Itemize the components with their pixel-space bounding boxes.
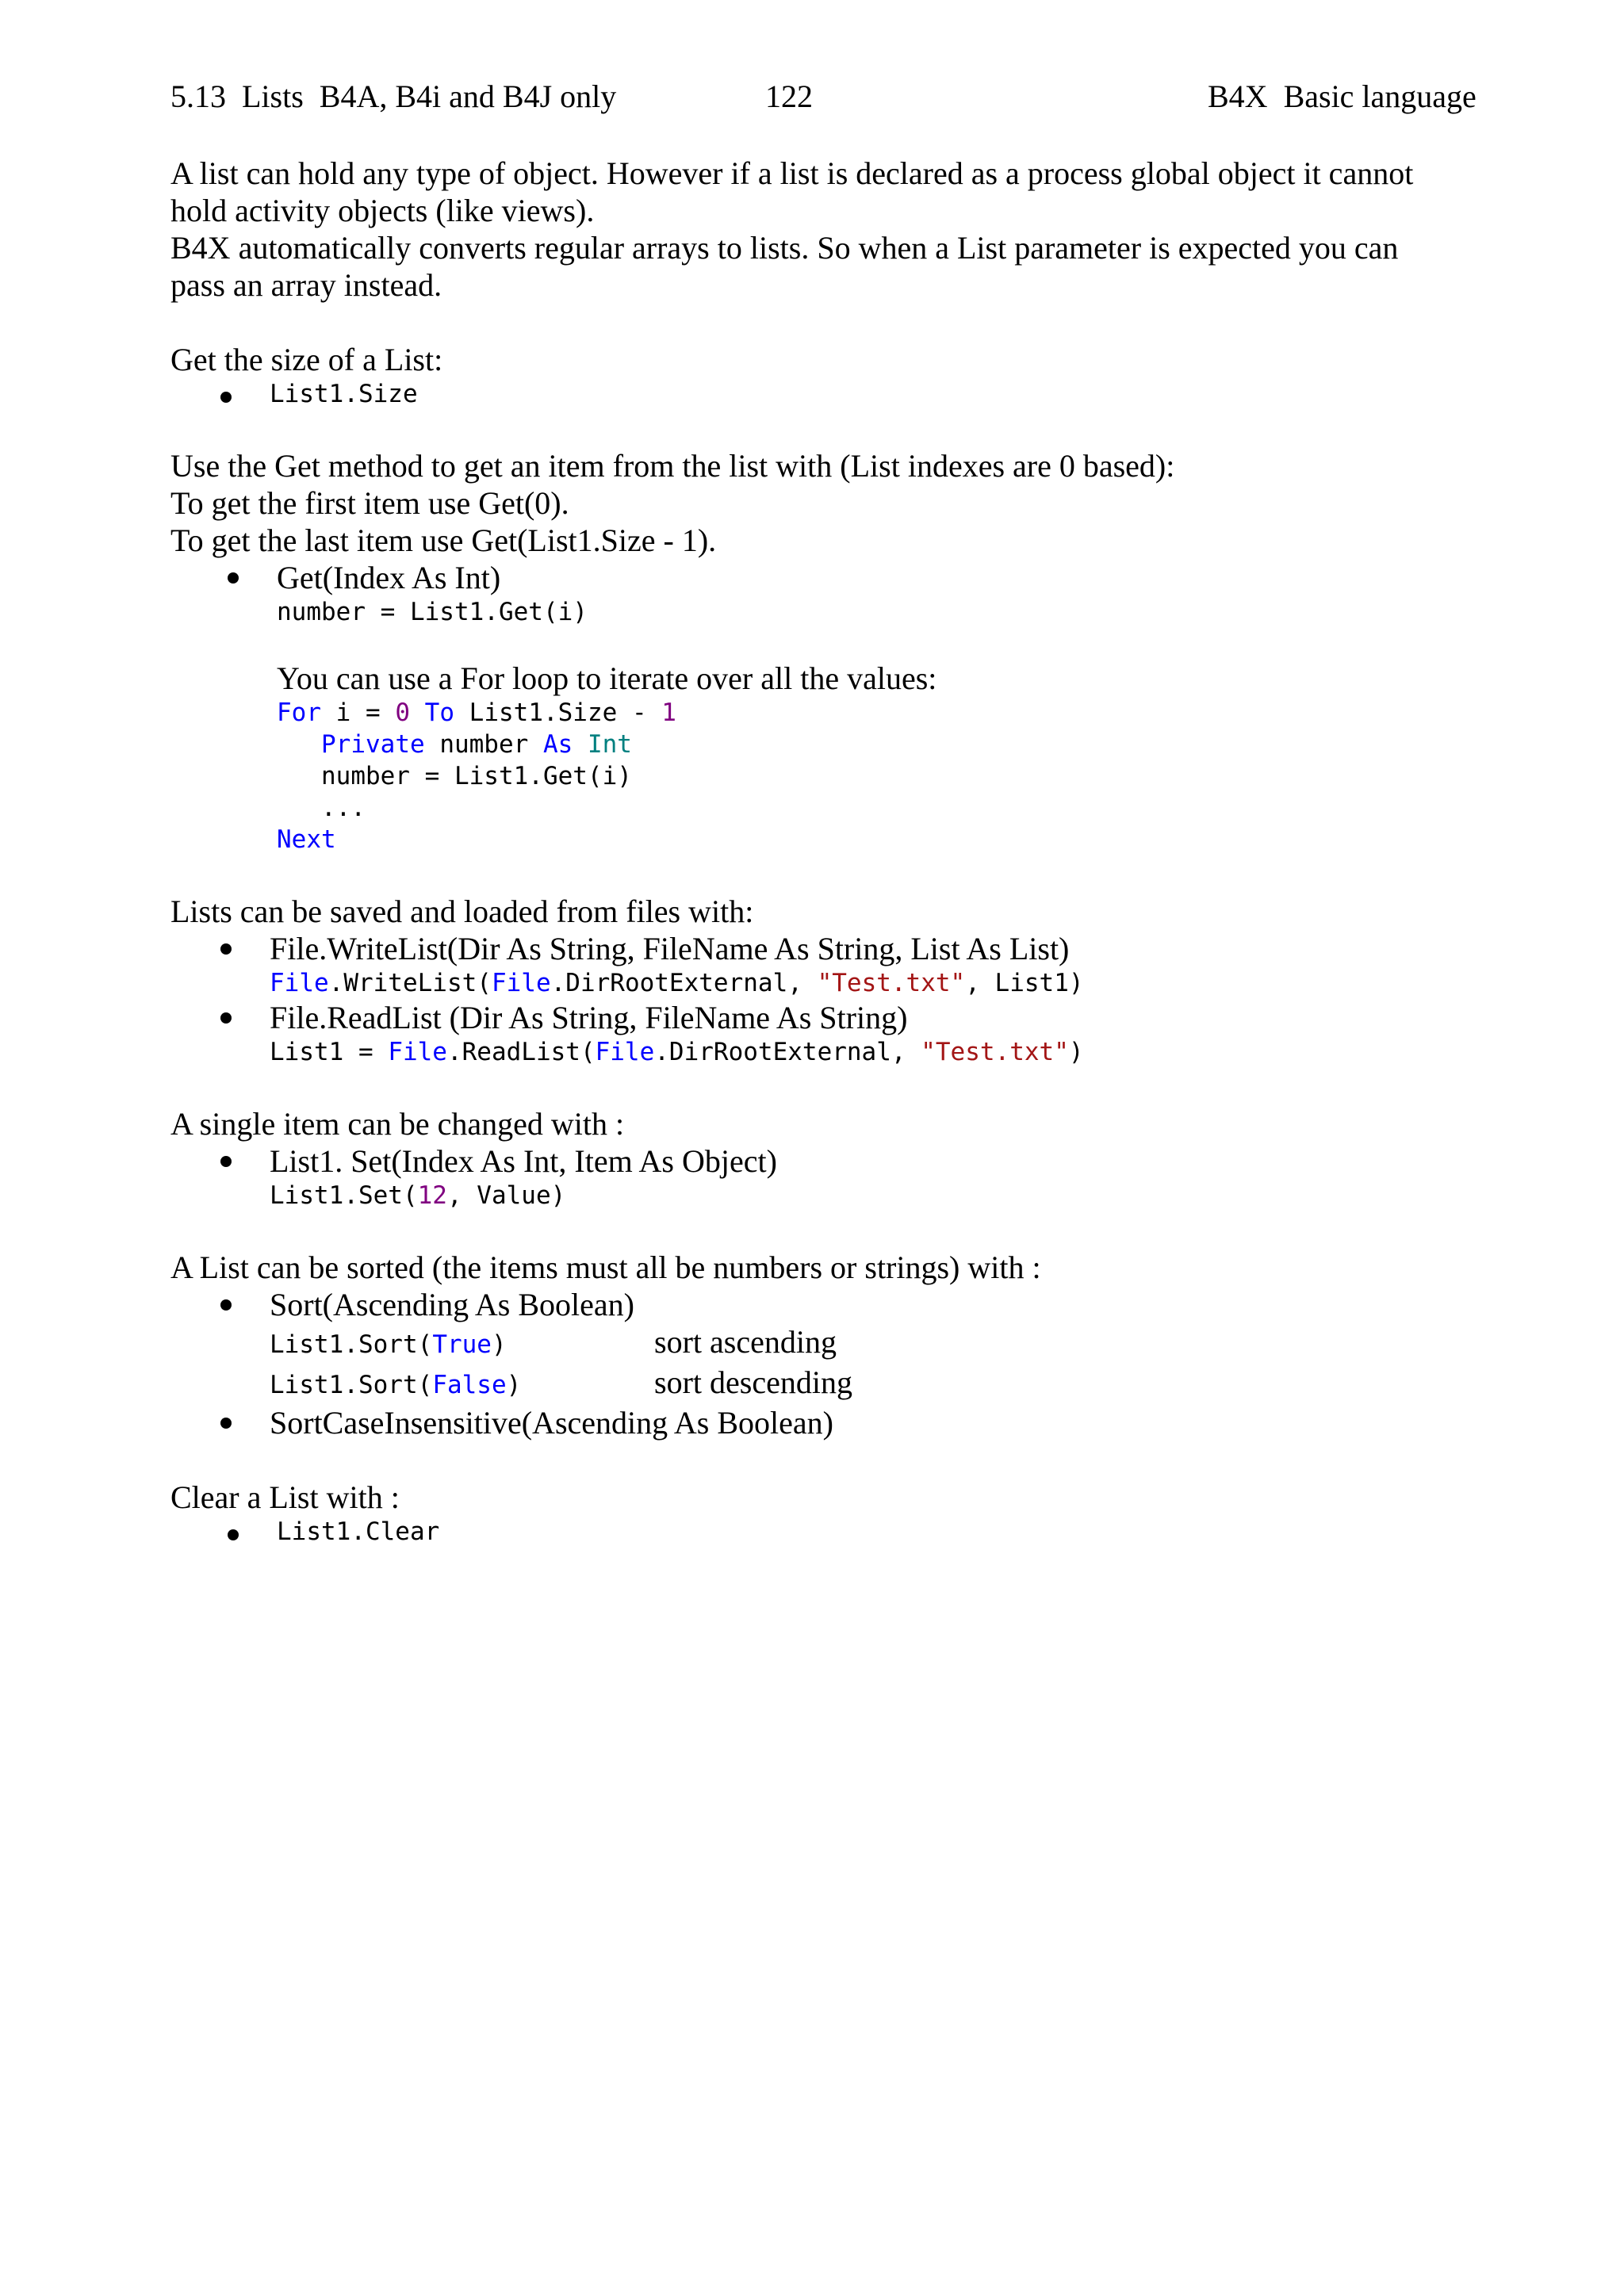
get-line-3: To get the last item use Get(List1.Size - 1). <box>170 522 717 558</box>
header-section-title: 5.13 Lists B4A, B4i and B4J only <box>170 78 617 114</box>
list-item <box>170 378 1487 410</box>
list-item <box>170 1516 1487 1548</box>
sort-descending-row <box>270 1364 1487 1404</box>
code-keyword: False <box>432 1371 507 1399</box>
writelist-signature: File.WriteList(Dir As String, FileName As String, List As List) <box>270 931 1070 966</box>
writelist-code <box>270 967 1487 999</box>
loop-intro: You can use a For loop to iterate over all the values: <box>277 660 937 696</box>
page-body <box>170 155 1487 1548</box>
code-keyword: Private <box>321 730 425 759</box>
code-text: .WriteList( <box>328 969 492 997</box>
size-code: List1.Size <box>270 380 418 408</box>
bullet-icon <box>228 572 239 584</box>
code-keyword: File <box>595 1038 655 1066</box>
code-text: List1.Sort( <box>270 1330 433 1359</box>
sort-case-insensitive-signature: SortCaseInsensitive(Ascending As Boolean) <box>270 1405 833 1441</box>
bullet-icon <box>220 943 232 955</box>
code-keyword: File <box>388 1038 447 1066</box>
get-list <box>170 559 1487 855</box>
clear-code: List1.Clear <box>277 1517 440 1546</box>
set-heading: A single item can be changed with : <box>170 1106 625 1142</box>
sort-list <box>170 1286 1487 1441</box>
list-item <box>170 999 1487 1068</box>
size-list <box>170 378 1487 410</box>
for-loop-code <box>277 697 1487 855</box>
set-code <box>270 1180 1487 1211</box>
list-item <box>170 1286 1487 1404</box>
clear-heading: Clear a List with : <box>170 1479 400 1515</box>
code-keyword: For <box>277 698 321 727</box>
sort-heading: A List can be sorted (the items must all be numbers or strings) with : <box>170 1249 1041 1285</box>
get-example-code: number = List1.Get(i) <box>277 598 588 626</box>
bullet-icon <box>220 392 232 403</box>
intro-line-4: pass an array instead. <box>170 267 442 303</box>
bullet-icon <box>220 1012 232 1024</box>
readlist-signature: File.ReadList (Dir As String, FileName As String) <box>270 1000 908 1035</box>
code-text: , List1) <box>965 969 1084 997</box>
code-text: number <box>424 730 543 759</box>
code-keyword: True <box>432 1330 492 1359</box>
code-text: .DirRootExternal, <box>654 1038 921 1066</box>
sort-ascending-row <box>270 1323 1487 1364</box>
header-book-title: B4X Basic language <box>1208 78 1477 114</box>
get-signature: Get(Index As Int) <box>277 560 501 595</box>
code-text: i = <box>321 698 396 727</box>
code-text: ) <box>506 1371 522 1399</box>
code-text: number = List1.Get(i) <box>277 762 632 790</box>
code-string: "Test.txt" <box>921 1038 1069 1066</box>
sort-signature: Sort(Ascending As Boolean) <box>270 1287 634 1322</box>
code-text: List1.Size - <box>454 698 662 727</box>
size-heading: Get the size of a List: <box>170 342 443 377</box>
list-item <box>170 1404 1487 1441</box>
code-text: ) <box>1068 1038 1084 1066</box>
code-text: List1.Sort( <box>270 1371 433 1399</box>
code-number: 12 <box>417 1181 447 1210</box>
files-heading: Lists can be saved and loaded from files with: <box>170 894 754 929</box>
code-keyword: Next <box>277 825 336 854</box>
get-line-2: To get the first item use Get(0). <box>170 485 569 521</box>
intro-line-1: A list can hold any type of object. However if a list is declared as a process global object it cannot <box>170 155 1414 191</box>
code-text: , Value) <box>446 1181 566 1210</box>
code-number: 1 <box>661 698 676 727</box>
code-keyword: File <box>270 969 329 997</box>
bullet-icon <box>220 1418 232 1429</box>
code-text: List1 = <box>270 1038 389 1066</box>
code-keyword: File <box>491 969 551 997</box>
intro-line-2: hold activity objects (like views). <box>170 193 595 228</box>
readlist-code <box>270 1036 1487 1068</box>
code-keyword: To <box>424 698 454 727</box>
code-type: Int <box>587 730 632 759</box>
sort-descending-code <box>270 1367 654 1404</box>
set-signature: List1. Set(Index As Int, Item As Object) <box>270 1143 777 1179</box>
code-number: 0 <box>395 698 410 727</box>
bullet-icon <box>220 1299 232 1311</box>
intro-line-3: B4X automatically converts regular arrays to lists. So when a List parameter is expected you can <box>170 230 1399 266</box>
header-page-number: 122 <box>765 78 813 114</box>
list-item <box>170 930 1487 999</box>
sort-descending-desc: sort descending <box>654 1364 852 1400</box>
sort-ascending-desc: sort ascending <box>654 1324 837 1360</box>
code-text: List1.Set( <box>270 1181 418 1210</box>
get-line-1: Use the Get method to get an item from the list with (List indexes are 0 based): <box>170 448 1175 484</box>
code-string: "Test.txt" <box>817 969 966 997</box>
list-item <box>170 1142 1487 1211</box>
sort-ascending-code <box>270 1326 654 1364</box>
code-text: ... <box>277 794 366 822</box>
bullet-icon <box>228 1529 239 1540</box>
code-text: .ReadList( <box>446 1038 596 1066</box>
bullet-icon <box>220 1156 232 1167</box>
code-text: ) <box>491 1330 507 1359</box>
code-text: .DirRootExternal, <box>550 969 818 997</box>
list-item <box>170 559 1487 855</box>
clear-list <box>170 1516 1487 1548</box>
files-list <box>170 930 1487 1068</box>
set-list <box>170 1142 1487 1211</box>
code-keyword: As <box>542 730 573 759</box>
